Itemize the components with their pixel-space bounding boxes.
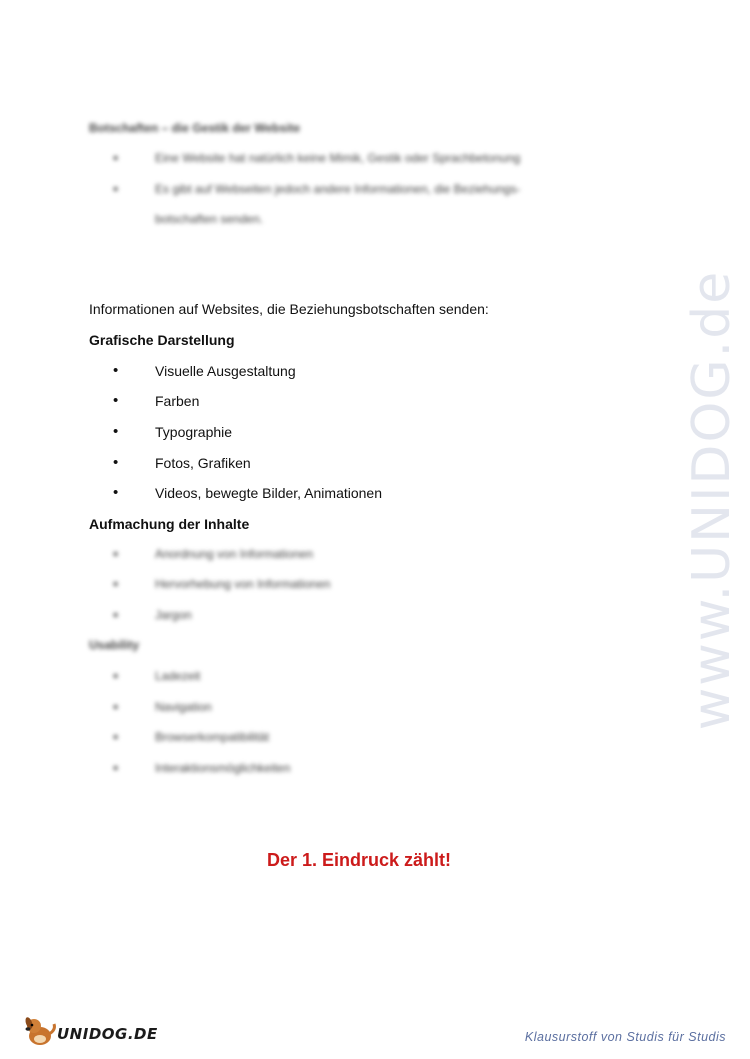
bullet-icon: • (113, 760, 119, 777)
bullet-icon: • (113, 546, 119, 563)
bullet-icon: • (113, 150, 119, 167)
grafische-heading: Grafische Darstellung (89, 332, 235, 348)
bullet-icon: • (113, 729, 119, 746)
bullet-icon: • (113, 484, 119, 501)
bullet-icon: • (113, 699, 119, 716)
bullet-icon: • (113, 181, 119, 198)
dog-icon (22, 1012, 58, 1048)
watermark: www.UNIDOG.de (682, 269, 742, 731)
bullet-icon: • (113, 423, 119, 440)
bullet-icon: • (113, 454, 119, 471)
bullet-icon: • (113, 607, 119, 624)
bullet-icon: • (113, 668, 119, 685)
usability-heading: Usability (89, 638, 140, 652)
bullet-icon: • (113, 576, 119, 593)
unidog-logo[interactable] (22, 1012, 158, 1048)
emphasis-text: Der 1. Eindruck zählt! (267, 850, 452, 870)
bullet-icon: • (113, 362, 119, 379)
aufmachung-heading: Aufmachung der Inhalte (89, 516, 250, 532)
blurred-section-heading: Botschaften – die Gestik der Website (89, 121, 301, 135)
document-page: www.UNIDOG.de Botschaften – die Gestik der Website • Eine Website hat natürlich keine Mimik, Gestik oder Sprachbetonung • Es gibt auf Webseiten jedoch andere Informationen, die Beziehungs- botschaften senden. Informationen auf Websites, die Beziehungsbotschaften senden: Grafische Darstellung • Visuelle Ausgestaltung • Farben • Typographie • Fotos, Grafiken • Videos, bewegte Bilder, Animationen Aufmachung der Inhalte • Anordnung von Informationen • Hervorhebung von Informationen • Jargon Usability • Ladezeit • Navigation • Browserkompatibilität • Interaktionsmöglichkeiten Der 1. Eindruck zählt! UNIDOG.DE Klausurstoff von Studis für Studis (0, 0, 750, 1059)
footer-tagline: Klausurstoff von Studis für Studis (524, 1030, 726, 1044)
bullet-icon: • (113, 392, 119, 409)
intro-text: Informationen auf Websites, die Beziehungsbotschaften senden: (89, 301, 489, 317)
logo-text: UNIDOG.DE (57, 1025, 158, 1043)
